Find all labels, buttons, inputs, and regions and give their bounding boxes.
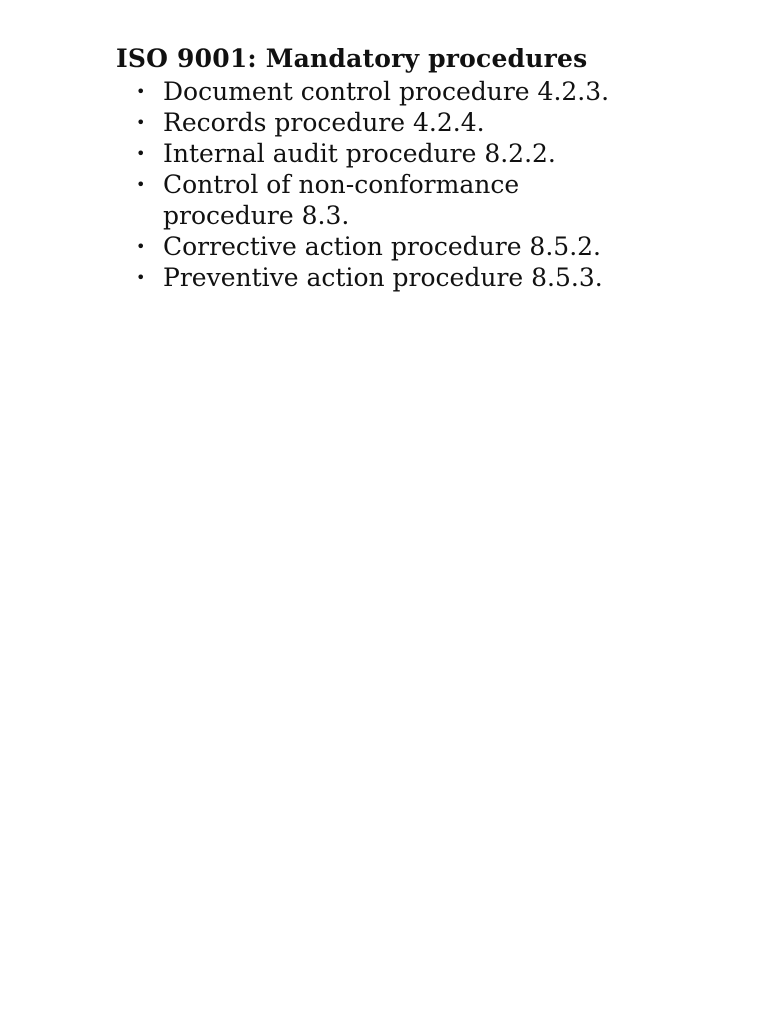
bullet-icon: • bbox=[136, 144, 146, 163]
list-item-document-control bbox=[136, 76, 696, 107]
list-item-internal-audit bbox=[136, 138, 696, 169]
bullet-icon: • bbox=[136, 175, 146, 194]
list-item-text: Document control procedure 4.2.3. bbox=[163, 77, 610, 106]
procedure-list bbox=[136, 76, 696, 293]
list-item-preventive-action bbox=[136, 262, 696, 293]
list-item-text: Internal audit procedure 8.2.2. bbox=[163, 139, 556, 168]
list-item-records bbox=[136, 107, 696, 138]
list-item-corrective-action bbox=[136, 231, 696, 262]
bullet-icon: • bbox=[136, 268, 146, 287]
bullet-icon: • bbox=[136, 237, 146, 256]
bullet-icon: • bbox=[136, 113, 146, 132]
list-item-text: Control of non-conformance procedure 8.3. bbox=[163, 170, 520, 230]
list-item-non-conformance bbox=[136, 169, 696, 231]
bullet-icon: • bbox=[136, 82, 146, 101]
list-item-text: Records procedure 4.2.4. bbox=[163, 108, 485, 137]
list-item-text: Preventive action procedure 8.5.3. bbox=[163, 263, 603, 292]
list-item-text: Corrective action procedure 8.5.2. bbox=[163, 232, 601, 261]
page-title: ISO 9001: Mandatory procedures bbox=[116, 44, 588, 73]
